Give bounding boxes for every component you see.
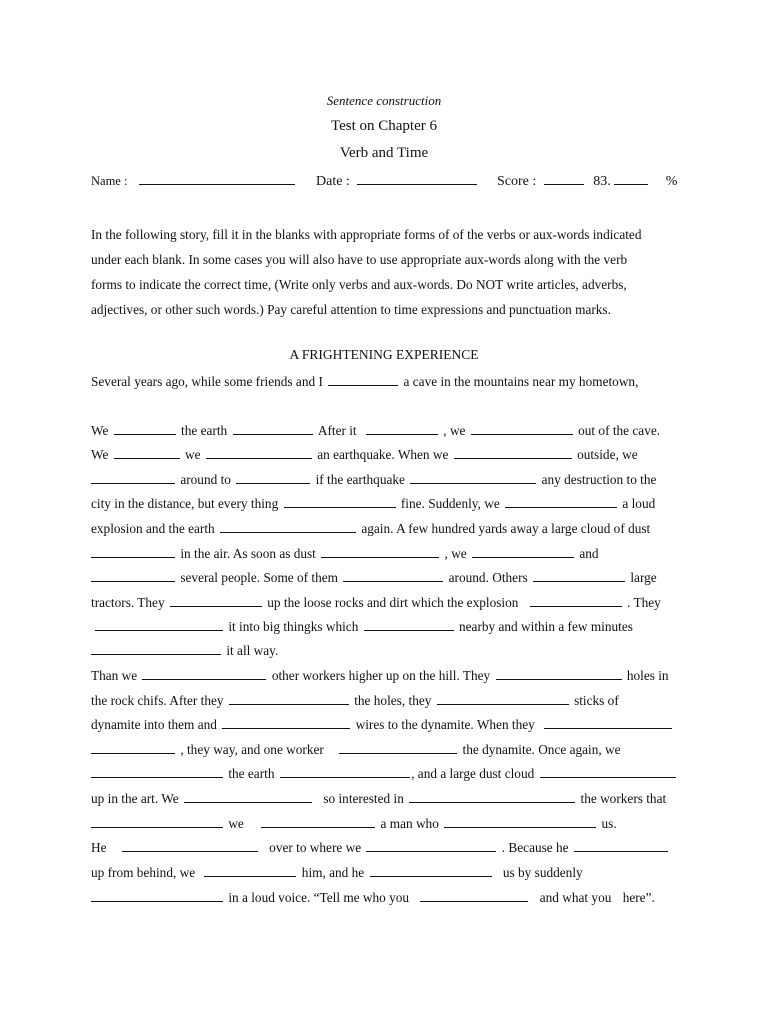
answer-blank[interactable]: [142, 666, 266, 680]
answer-blank[interactable]: [91, 764, 223, 778]
answer-blank[interactable]: [530, 593, 622, 607]
story-text: him, and he: [301, 865, 365, 880]
story-text: . They: [627, 595, 661, 610]
story-text: up from behind, we: [91, 865, 196, 880]
story-text: After it: [317, 423, 357, 438]
story-line: [91, 764, 678, 782]
answer-blank[interactable]: [114, 421, 176, 435]
name-label: Name :: [91, 174, 128, 188]
story-text: several people. Some of them: [180, 570, 338, 585]
story-line: [91, 421, 660, 439]
story-text: the rock chifs. After they: [91, 693, 224, 708]
answer-blank[interactable]: [420, 888, 528, 902]
story-text: and a large dust cloud: [417, 766, 535, 781]
story-text: so interested in: [323, 791, 404, 806]
story-text: it all way.: [226, 643, 279, 658]
story-text: Than we: [91, 668, 138, 683]
answer-blank[interactable]: [533, 568, 625, 582]
answer-blank[interactable]: [280, 764, 410, 778]
story-text: large: [630, 570, 657, 585]
story-text: in a loud voice. “Tell me who you: [228, 890, 410, 905]
answer-blank[interactable]: [343, 568, 443, 582]
story-text: holes in: [626, 668, 669, 683]
answer-blank[interactable]: [204, 863, 296, 877]
test-title: Test on Chapter 6: [330, 118, 437, 134]
name-blank[interactable]: [139, 172, 295, 185]
answer-blank[interactable]: [91, 470, 175, 484]
score-blank[interactable]: [544, 172, 584, 185]
answer-blank[interactable]: [184, 789, 312, 803]
answer-blank[interactable]: [91, 740, 175, 754]
answer-blank[interactable]: [321, 544, 439, 558]
story-text: again. A few hundred yards away a large cloud of dust: [361, 521, 651, 536]
story-text: we: [185, 447, 201, 462]
story-text: , they way, and one worker: [180, 742, 324, 757]
answer-blank[interactable]: [91, 888, 223, 902]
name-row: [91, 172, 295, 190]
answer-blank[interactable]: [540, 764, 676, 778]
answer-blank[interactable]: [444, 814, 596, 828]
story-line: [91, 715, 674, 733]
story-text: up the loose rocks and dirt which the explosion: [267, 595, 519, 610]
answer-blank[interactable]: [328, 372, 398, 386]
answer-blank[interactable]: [91, 544, 175, 558]
answer-blank[interactable]: [170, 593, 262, 607]
story-line: [91, 789, 666, 807]
answer-blank[interactable]: [222, 715, 350, 729]
story-text: Several years ago, while some friends and I: [91, 374, 323, 389]
answer-blank[interactable]: [206, 445, 312, 459]
story-text: us.: [601, 816, 617, 831]
answer-blank[interactable]: [284, 494, 396, 508]
story-line: [91, 372, 638, 390]
story-line: [91, 568, 657, 586]
story-text: here”.: [622, 890, 655, 905]
answer-blank[interactable]: [574, 838, 668, 852]
story-title: A FRIGHTENING EXPERIENCE: [289, 347, 479, 362]
story-text: a loud: [622, 496, 656, 511]
story-text: and what you: [539, 890, 612, 905]
instructions: [91, 222, 671, 322]
answer-blank[interactable]: [261, 814, 375, 828]
story-line: [91, 740, 621, 758]
answer-blank[interactable]: [366, 421, 438, 435]
story-line: [91, 617, 633, 635]
story-text: the holes, they: [354, 693, 432, 708]
instruction-line: under each blank. In some cases you will also have to use appropriate aux-words along with the verb: [91, 252, 628, 267]
story-line: [91, 691, 619, 709]
story-text: over to where we: [269, 840, 362, 855]
story-text: the dynamite. Once again, we: [462, 742, 621, 757]
story-text: nearby and within a few minutes: [459, 619, 633, 634]
story-line: [91, 666, 669, 684]
story-line: [91, 863, 583, 881]
story-text: and: [579, 546, 599, 561]
answer-blank[interactable]: [122, 838, 258, 852]
story-text: tractors. They: [91, 595, 165, 610]
answer-blank[interactable]: [454, 445, 572, 459]
answer-blank[interactable]: [114, 445, 180, 459]
story-line: [91, 814, 617, 832]
story-line: [91, 470, 656, 488]
answer-blank[interactable]: [95, 617, 223, 631]
story-text: sticks of: [574, 693, 619, 708]
story-text: . Because he: [501, 840, 569, 855]
answer-blank[interactable]: [220, 519, 356, 533]
date-label: Date :: [316, 174, 350, 189]
story-text: a cave in the mountains near my hometown,: [403, 374, 639, 389]
story-line: [91, 544, 599, 562]
story-text: around. Others: [448, 570, 528, 585]
story-line: [91, 641, 278, 659]
test-subtitle: Verb and Time: [339, 145, 429, 161]
answer-blank[interactable]: [91, 641, 221, 655]
answer-blank[interactable]: [409, 789, 575, 803]
story-text: any destruction to the: [541, 472, 657, 487]
story-text: , we: [444, 546, 467, 561]
answer-blank[interactable]: [236, 470, 310, 484]
story-line: [91, 519, 650, 537]
answer-blank[interactable]: [366, 838, 496, 852]
answer-blank[interactable]: [370, 863, 492, 877]
story-text: We: [91, 423, 109, 438]
answer-blank[interactable]: [233, 421, 313, 435]
story-text: an earthquake. When we: [317, 447, 449, 462]
story-line: [91, 888, 655, 906]
story-text: the earth: [181, 423, 228, 438]
story-text: it into big thingks which: [228, 619, 359, 634]
score-blank-2[interactable]: [614, 172, 648, 185]
story-text: a man who: [380, 816, 439, 831]
answer-blank[interactable]: [410, 470, 536, 484]
story-text: explosion and the earth: [91, 521, 215, 536]
story-line: [91, 838, 670, 856]
percent-sign: %: [665, 174, 678, 189]
story-text: We: [91, 447, 109, 462]
subtitle: Sentence construction: [326, 93, 442, 108]
story-text: outside, we: [577, 447, 638, 462]
story-text: in the air. As soon as dust: [180, 546, 316, 561]
answer-blank[interactable]: [91, 568, 175, 582]
story-text: if the earthquake: [315, 472, 405, 487]
answer-blank[interactable]: [472, 544, 574, 558]
story-text: the workers that: [580, 791, 667, 806]
story-text: around to: [180, 472, 231, 487]
story-text: fine. Suddenly, we: [400, 496, 500, 511]
answer-blank[interactable]: [471, 421, 573, 435]
score-label: Score :: [497, 174, 537, 189]
score-value: 83.: [593, 174, 611, 189]
story-text: wires to the dynamite. When they: [355, 717, 535, 732]
story-text: out of the cave.: [578, 423, 661, 438]
date-blank[interactable]: [357, 172, 477, 185]
answer-blank[interactable]: [496, 666, 622, 680]
date-row: [316, 172, 477, 190]
story-text: the earth: [228, 766, 275, 781]
story-text: us by suddenly: [502, 865, 583, 880]
answer-blank[interactable]: [229, 691, 349, 705]
answer-blank[interactable]: [364, 617, 454, 631]
score-row: [497, 172, 677, 190]
story-text: we: [228, 816, 244, 831]
instruction-line: forms to indicate the correct time, (Write only verbs and aux-words. Do NOT write articles, adverbs,: [91, 277, 627, 292]
story-text: up in the art. We: [91, 791, 179, 806]
story-text: other workers higher up on the hill. They: [271, 668, 491, 683]
story-line: [91, 445, 638, 463]
story-line: [91, 494, 655, 512]
story-text: He: [91, 840, 107, 855]
story-line: [91, 593, 661, 611]
story-text: city in the distance, but every thing: [91, 496, 279, 511]
instruction-line: adjectives, or other such words.) Pay careful attention to time expressions and punctuation marks.: [91, 302, 611, 317]
instruction-line: In the following story, fill it in the blanks with appropriate forms of of the verbs or aux-words indicated: [91, 227, 642, 242]
story-text: , we: [443, 423, 466, 438]
answer-blank[interactable]: [437, 691, 569, 705]
story-text: ,: [411, 766, 415, 781]
answer-blank[interactable]: [339, 740, 457, 754]
answer-blank[interactable]: [91, 814, 223, 828]
answer-blank[interactable]: [505, 494, 617, 508]
story-text: dynamite into them and: [91, 717, 217, 732]
answer-blank[interactable]: [544, 715, 672, 729]
